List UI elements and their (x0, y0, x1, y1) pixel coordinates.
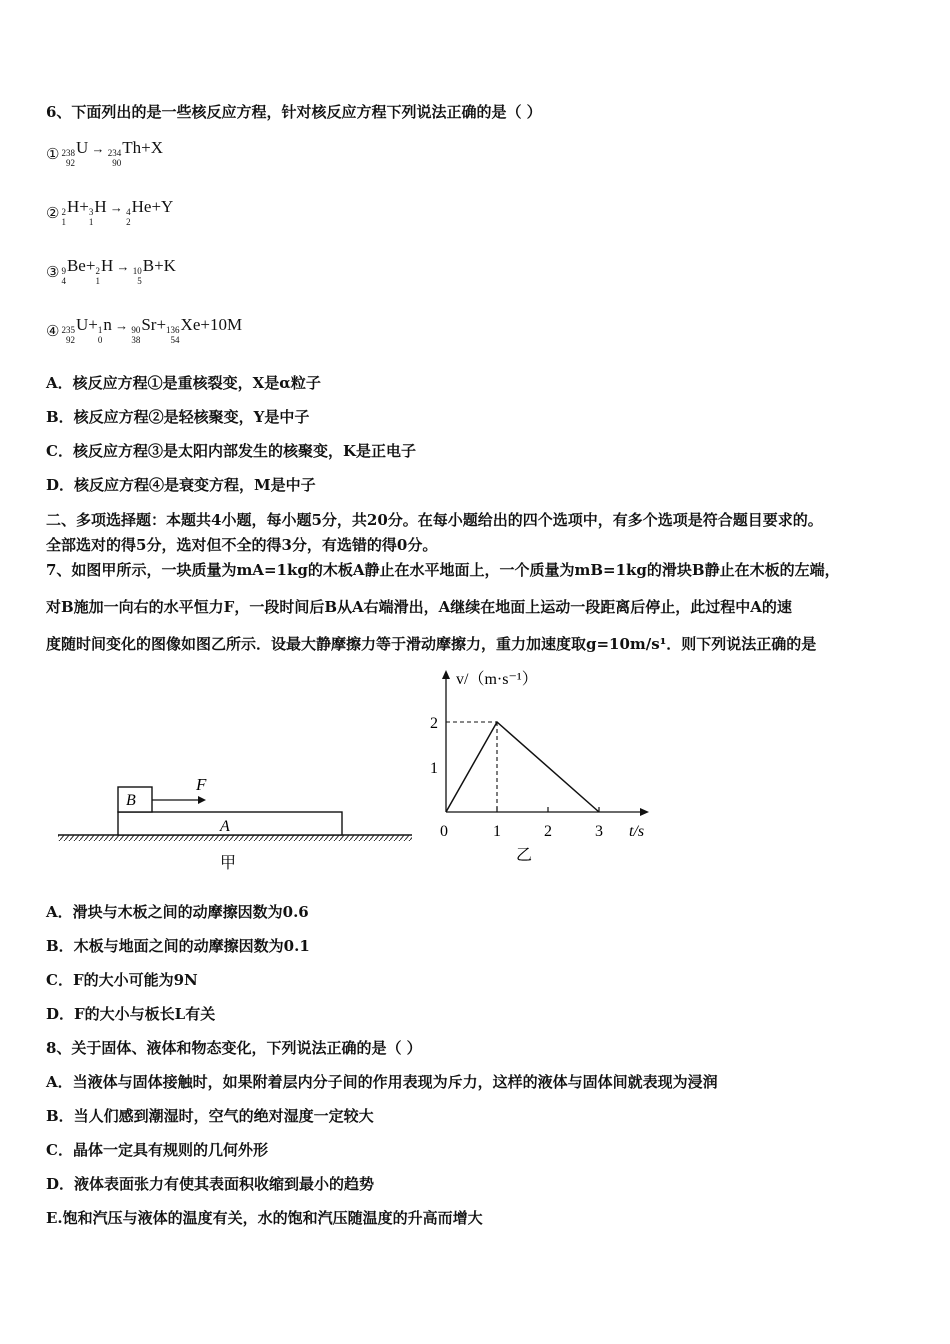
x-tick-label: 1 (493, 823, 501, 840)
x-tick-label: 3 (595, 823, 603, 840)
caption-jia: 甲 (220, 855, 237, 872)
equation-product: +Y (151, 197, 174, 216)
equation-marker: ① (46, 147, 60, 163)
ground-hatch (58, 835, 412, 841)
caption-yi: 乙 (516, 847, 533, 864)
nuclide: 1 0 n (97, 315, 112, 345)
q6-option-b[interactable]: B．核反应方程②是轻核聚变，Y是中子 (46, 408, 310, 426)
velocity-line (446, 722, 599, 812)
origin-label: 0 (440, 823, 448, 840)
q8-stem: 8、关于固体、液体和物态变化，下列说法正确的是（ ） (46, 1039, 422, 1057)
q8-option-e[interactable]: E.饱和汽压与液体的温度有关，水的饱和汽压随温度的升高而增大 (46, 1209, 483, 1227)
q7-option-a[interactable]: A．滑块与木板之间的动摩擦因数为0.6 (46, 903, 309, 921)
section2-scoring: 全部选对的得5分，选对但不全的得3分，有选错的得0分。 (46, 536, 438, 554)
nuclide: 2 1 H (95, 256, 114, 286)
q7-stem-line3: 度随时间变化的图像如图乙所示．设最大静摩擦力等于滑动摩擦力，重力加速度取g=10m/s¹．则下列说法正确的是 (46, 635, 817, 653)
reaction-arrow: → (88, 141, 108, 156)
q8-option-b[interactable]: B．当人们感到潮湿时，空气的绝对湿度一定较大 (46, 1107, 374, 1125)
block-b-label: B (126, 792, 136, 809)
equation-3 (46, 256, 176, 286)
plus-sign: + (85, 256, 96, 275)
equation-1 (46, 138, 163, 168)
y-tick-label: 2 (430, 715, 438, 732)
section2-heading: 二、多项选择题：本题共4小题，每小题5分，共20分。在每小题给出的四个选项中，有多个选项是符合题目要求的。 (46, 511, 823, 529)
plus-sign: + (88, 315, 98, 334)
q6-option-d[interactable]: D．核反应方程④是衰变方程，M是中子 (46, 476, 316, 494)
x-axis-arrowhead (640, 808, 649, 816)
equation-product: +K (154, 256, 176, 275)
q6-stem: 6、下面列出的是一些核反应方程，针对核反应方程下列说法正确的是（ ） (46, 103, 542, 121)
y-tick-label: 1 (430, 760, 438, 777)
x-tick-label: 2 (544, 823, 552, 840)
equation-marker: ③ (46, 265, 60, 281)
nuclide: 4 2 He (126, 197, 152, 227)
q7-stem-line1: 7、如图甲所示，一块质量为mA=1kg的木板A静止在水平地面上，一个质量为mB=1kg的滑块B静止在木板的左端， (46, 561, 840, 579)
equation-4 (46, 315, 242, 345)
nuclide: 234 90 Th (107, 138, 142, 168)
nuclide: 136 54 Xe (166, 315, 201, 345)
nuclide: 90 38 Sr (131, 315, 157, 345)
x-axis-label: t/s (629, 823, 645, 840)
reaction-arrow: → (113, 259, 133, 274)
equation-2 (46, 197, 173, 227)
q7-option-c[interactable]: C．F的大小可能为9N (46, 971, 198, 989)
equation-marker: ② (46, 206, 60, 222)
q8-option-a[interactable]: A．当液体与固体接触时，如果附着层内分子间的作用表现为斥力，这样的液体与固体间就表现为浸润 (46, 1073, 718, 1091)
q7-option-b[interactable]: B．木板与地面之间的动摩擦因数为0.1 (46, 937, 310, 955)
plus-sign: + (156, 315, 167, 334)
equation-product: +10M (200, 315, 243, 334)
y-axis-label: v/（m·s⁻¹） (456, 671, 538, 688)
plus-sign: + (79, 197, 89, 216)
q8-option-c[interactable]: C．晶体一定具有规则的几何外形 (46, 1141, 268, 1159)
equation-product: +X (141, 138, 163, 157)
force-label: F (196, 775, 207, 794)
equation-marker: ④ (46, 324, 60, 340)
figure-yi-vt-graph (420, 660, 670, 880)
q6-option-c[interactable]: C．核反应方程③是太阳内部发生的核聚变，K是正电子 (46, 442, 416, 460)
board-a (118, 812, 342, 835)
nuclide: 235 92 U (61, 315, 89, 345)
nuclide: 238 92 U (61, 138, 89, 168)
q7-stem-line2: 对B施加一向右的水平恒力F，一段时间后B从A右端滑出，A继续在地面上运动一段距离后停止，此过程中A的速 (46, 598, 792, 616)
q8-option-d[interactable]: D．液体表面张力有使其表面积收缩到最小的趋势 (46, 1175, 375, 1193)
board-a-label: A (220, 818, 230, 835)
nuclide: 2 1 H (61, 197, 80, 227)
force-arrowhead (198, 796, 206, 804)
figure-jia (50, 660, 450, 880)
reaction-arrow: → (111, 318, 132, 333)
nuclide: 9 4 Be (61, 256, 86, 286)
nuclide: 3 1 H (88, 197, 107, 227)
nuclide: 10 5 B (132, 256, 155, 286)
reaction-arrow: → (106, 200, 127, 215)
y-axis-arrowhead (442, 670, 450, 679)
q7-option-d[interactable]: D．F的大小与板长L有关 (46, 1005, 216, 1023)
q6-option-a[interactable]: A．核反应方程①是重核裂变，X是α粒子 (46, 374, 321, 392)
